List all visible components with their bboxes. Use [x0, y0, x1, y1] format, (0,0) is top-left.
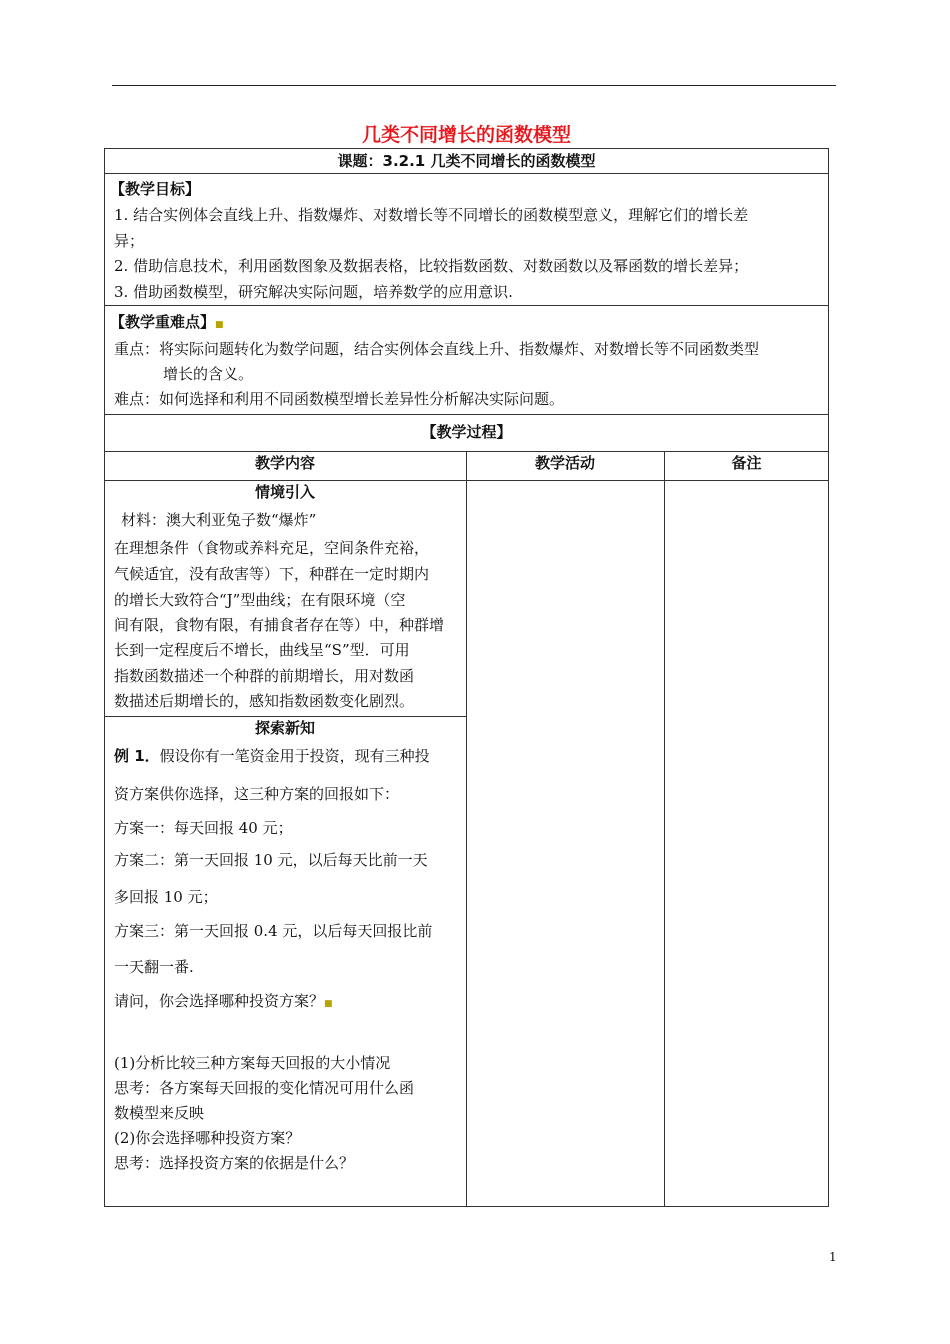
explore-line: 数模型来反映: [114, 1104, 205, 1122]
keypoints-heading: [110, 312, 224, 335]
explore-line: (2)你会选择哪种投资方案？: [114, 1129, 301, 1147]
explore-line: [114, 991, 333, 1014]
explore-line: 思考：各方案每天回报的变化情况可用什么函: [114, 1079, 415, 1097]
explore-line: (1)分析比较三种方案每天回报的大小情况: [114, 1054, 391, 1072]
objective-line: 2. 借助信息技术，利用函数图象及数据表格，比较指数函数、对数函数以及幂函数的增长差异；: [114, 257, 749, 275]
page-number: 1: [829, 1250, 837, 1264]
intro-line: 指数函数描述一个种群的前期增长，用对数函: [114, 667, 415, 685]
intro-section-title: 情境引入: [254, 483, 315, 501]
column-header-activity: 教学活动: [534, 454, 595, 472]
explore-line: 思考：选择投资方案的依据是什么？: [114, 1154, 355, 1172]
column-header-content: 教学内容: [254, 454, 315, 472]
header-rule: [112, 85, 836, 86]
column-divider-2: [664, 451, 665, 1207]
explore-line: 多回报 10 元；: [114, 888, 218, 906]
explore-line: 方案一：每天回报 40 元；: [114, 819, 293, 837]
objectives-heading: 【教学目标】: [110, 180, 201, 198]
keypoint-line: 增长的含义。: [163, 365, 254, 383]
explore-line: 资方案供你选择，这三种方案的回报如下：: [114, 785, 400, 803]
column-divider-1: [466, 451, 467, 1207]
explore-line: 一天翻一番.: [114, 958, 194, 976]
explore-section-title: 探索新知: [254, 719, 315, 737]
example-label: 例 1．: [114, 747, 160, 765]
intro-line: 数描述后期增长的，感知指数函数变化剧烈。: [114, 692, 415, 710]
explore-question: 请问，你会选择哪种投资方案？: [114, 992, 325, 1010]
ink-dot: ■: [324, 999, 333, 1009]
intro-line: 在理想条件（食物或养料充足，空间条件充裕，: [114, 539, 430, 557]
lesson-topic: 课题：3.2.1 几类不同增长的函数模型: [337, 152, 596, 170]
keypoint-line: 难点：如何选择和利用不同函数模型增长差异性分析解决实际问题。: [114, 390, 565, 408]
objective-line: 1. 结合实例体会直线上升、指数爆炸、对数增长等不同增长的函数模型意义，理解它们的增长差: [114, 206, 749, 224]
intro-line: 间有限，食物有限，有捕食者存在等）中，种群增: [114, 616, 445, 634]
intro-line: 长到一定程度后不增长，曲线呈“S”型．可用: [114, 641, 410, 659]
keypoint-line: 重点：将实际问题转化为数学问题，结合实例体会直线上升、指数爆炸、对数增长等不同函数类型: [114, 340, 760, 358]
row-divider-keypoints: [104, 414, 829, 415]
intro-line: 的增长大致符合“J”型曲线；在有限环境（空: [114, 591, 406, 609]
row-divider-objectives: [104, 305, 829, 306]
row-divider-sections: [104, 716, 467, 717]
ink-dot: ■: [215, 320, 224, 330]
keypoints-heading-text: 【教学重难点】: [110, 313, 216, 331]
document-title: 几类不同增长的函数模型: [361, 124, 571, 146]
example-text: 假设你有一笔资金用于投资，现有三种投: [159, 747, 430, 765]
process-heading: 【教学过程】: [421, 423, 512, 441]
intro-line: 材料：澳大利亚兔子数“爆炸”: [121, 511, 317, 529]
example-1-line: [114, 746, 430, 766]
explore-line: 方案三：第一天回报 0.4 元，以后每天回报比前: [114, 922, 433, 940]
objective-line: 异；: [114, 232, 145, 250]
row-divider-topic: [104, 173, 829, 174]
objective-line: 3. 借助函数模型，研究解决实际问题，培养数学的应用意识.: [114, 283, 513, 301]
column-header-notes: 备注: [731, 454, 762, 472]
intro-line: 气候适宜，没有敌害等）下，种群在一定时期内: [114, 565, 430, 583]
explore-line: 方案二：第一天回报 10 元，以后每天比前一天: [114, 851, 428, 869]
